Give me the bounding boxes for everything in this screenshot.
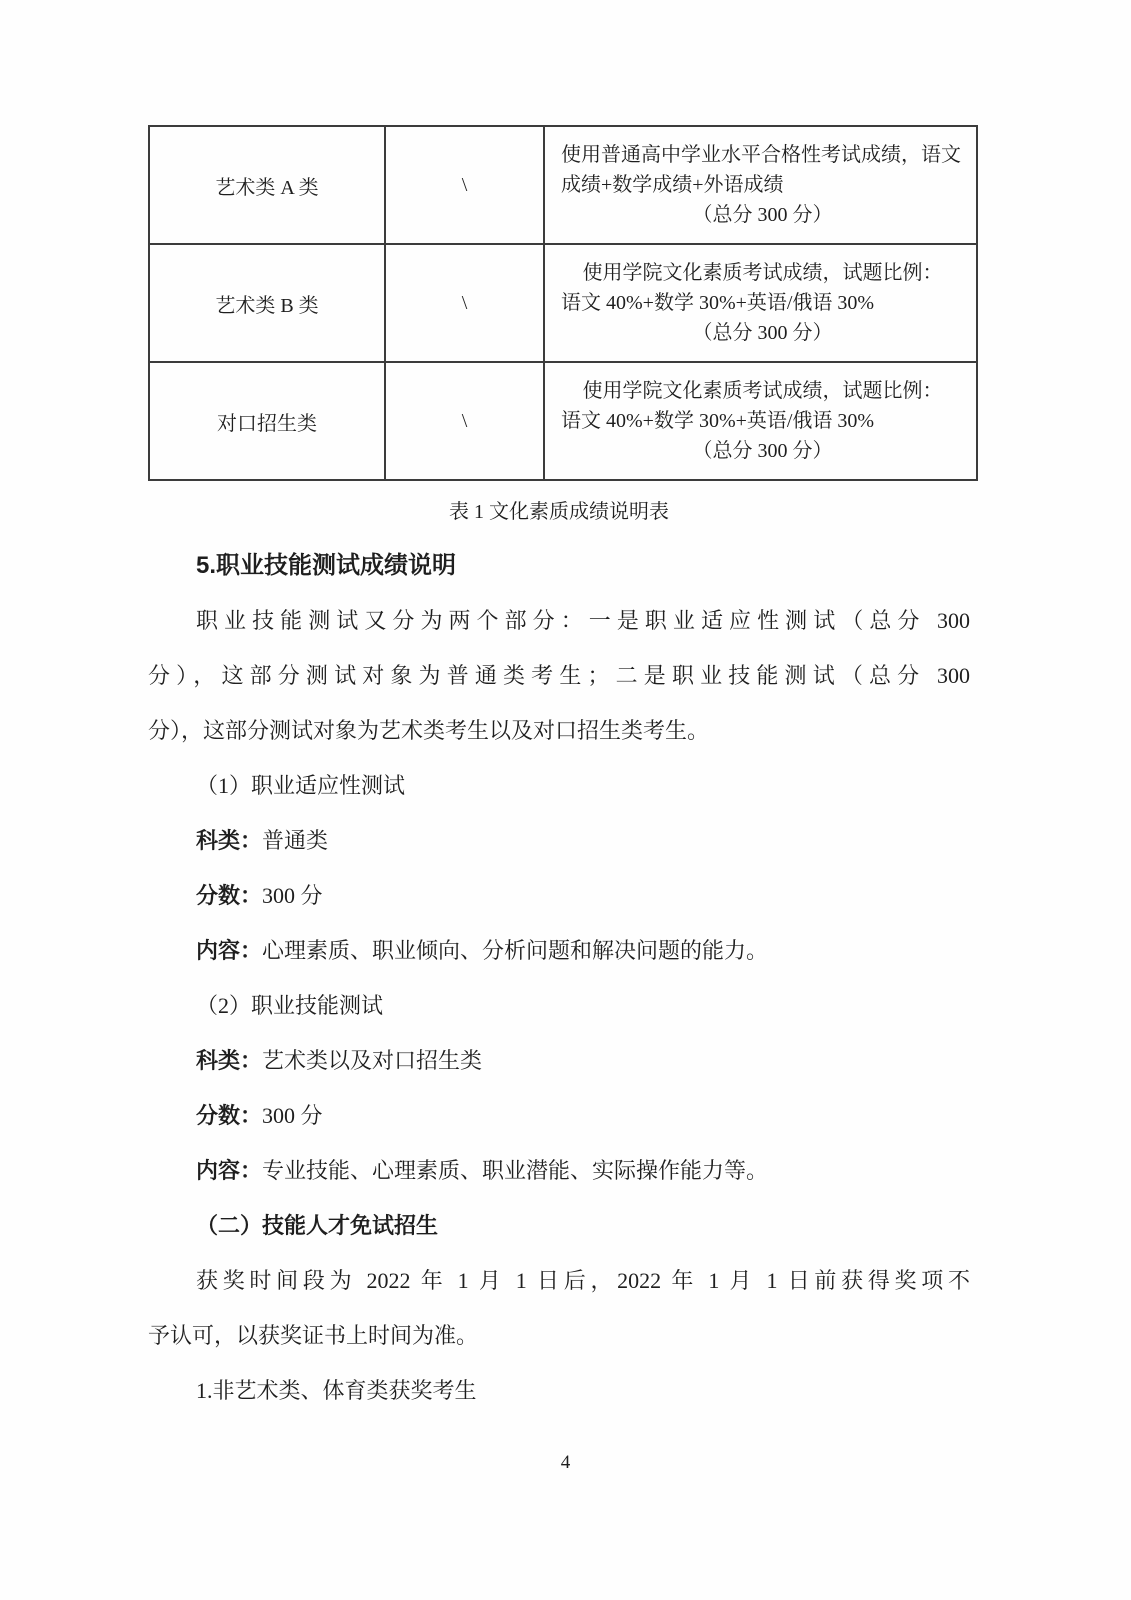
description-cell (544, 126, 977, 244)
field-value: 300 分 (262, 883, 323, 908)
field-label: 分数： (196, 883, 263, 908)
paragraph-line: 分），这部分测试对象为普通类考生；二是职业技能测试（总分 300 (148, 663, 970, 688)
field-value: 普通类 (262, 828, 329, 853)
paragraph-line: 分），这部分测试对象为艺术类考生以及对口招生类考生。 (148, 718, 710, 743)
description-line: （总分 300 分） (692, 322, 833, 344)
paragraph-line: 职业技能测试又分为两个部分：一是职业适应性测试（总分 300 (196, 608, 970, 633)
table-row (149, 244, 977, 362)
description-line: 语文 40%+数学 30%+英语/俄语 30% (561, 410, 875, 432)
field-line (148, 813, 970, 868)
field-value: 专业技能、心理素质、职业潜能、实际操作能力等。 (262, 1158, 769, 1183)
table-row (149, 126, 977, 244)
field-label: 科类： (196, 828, 263, 853)
description-cell (544, 244, 977, 362)
culture-score-table (148, 125, 978, 481)
field-value: 艺术类以及对口招生类 (262, 1048, 483, 1073)
category-cell: 艺术类 B 类 (149, 244, 385, 362)
method-cell: \ (385, 362, 544, 480)
description-line: （总分 300 分） (692, 204, 833, 226)
subsection-2-title: （2）职业技能测试 (196, 993, 384, 1018)
field-line (148, 1143, 970, 1198)
field-label: 分数： (196, 1103, 263, 1128)
description-line: （总分 300 分） (692, 440, 833, 462)
description-cell (544, 362, 977, 480)
method-cell: \ (385, 244, 544, 362)
section-heading-2-2: （二）技能人才免试招生 (196, 1213, 439, 1238)
field-line (148, 1088, 970, 1143)
paragraph-line: 获奖时间段为 2022 年 1 月 1 日后，2022 年 1 月 1 日前获得奖项不 (196, 1268, 970, 1293)
field-value: 300 分 (262, 1103, 323, 1128)
category-cell: 对口招生类 (149, 362, 385, 480)
field-label: 内容： (196, 938, 263, 963)
table-row (149, 362, 977, 480)
paragraph-line: 予认可，以获奖证书上时间为准。 (148, 1323, 479, 1348)
field-line (148, 923, 970, 978)
description-line: 使用学院文化素质考试成绩，试题比例： (582, 262, 943, 284)
description-line: 使用学院文化素质考试成绩，试题比例： (582, 380, 943, 402)
field-label: 科类： (196, 1048, 263, 1073)
page-number: 4 (560, 1452, 571, 1473)
section-heading-5: 5.职业技能测试成绩说明 (196, 552, 457, 579)
table-caption: 表 1 文化素质成绩说明表 (449, 501, 669, 523)
description-line: 语文 40%+数学 30%+英语/俄语 30% (561, 292, 875, 314)
subsection-1-title: （1）职业适应性测试 (196, 773, 406, 798)
field-line (148, 868, 970, 923)
field-label: 内容： (196, 1158, 263, 1183)
page-content (148, 125, 970, 1418)
description-line: 使用普通高中学业水平合格性考试成绩，语文 (561, 144, 961, 166)
description-line: 成绩+数学成绩+外语成绩 (561, 174, 784, 196)
method-cell: \ (385, 126, 544, 244)
field-line (148, 1033, 970, 1088)
category-cell: 艺术类 A 类 (149, 126, 385, 244)
field-value: 心理素质、职业倾向、分析问题和解决问题的能力。 (262, 938, 769, 963)
list-item-1: 1.非艺术类、体育类获奖考生 (196, 1378, 477, 1403)
